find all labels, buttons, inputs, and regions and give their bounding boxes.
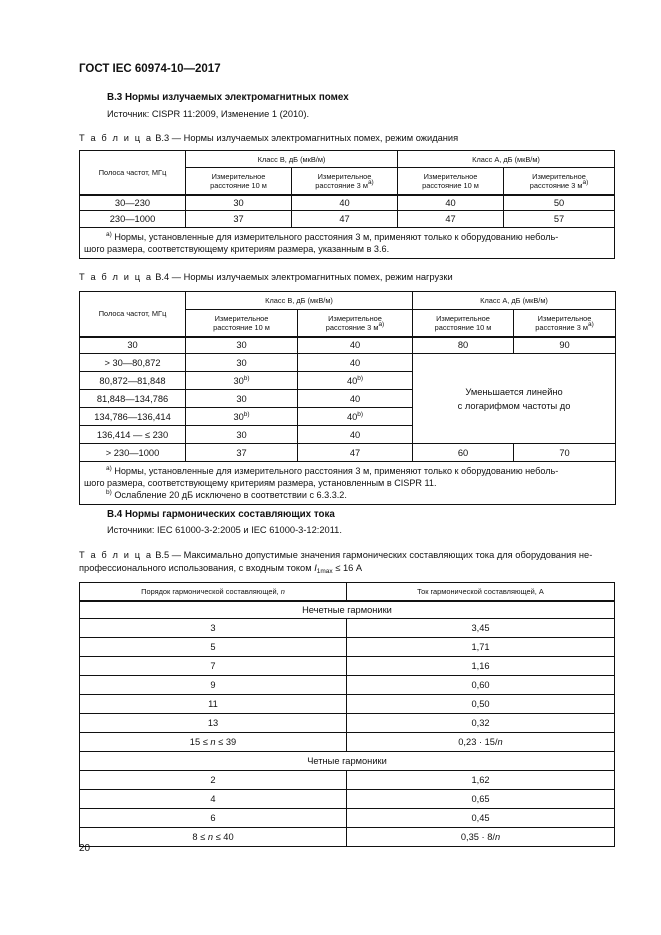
table-b4 <box>79 291 616 505</box>
table-row: 134,786—136,414 30$^{b)}$ 40$^{b)}$ <box>80 408 616 426</box>
table-b5-odd-title: Нечетные гармоники <box>80 601 615 619</box>
table-b5-even-title: Четные гармоники <box>80 752 615 771</box>
table-row: 30 30 40 80 90 <box>80 337 616 354</box>
table-b3-footnote-a: $^{a)}$ Нормы, установленные для измерительного расстояния 3 м, применяют только к оборудованию неболь- шого размера, соответствующему критериям размера, указанным в 3.6. <box>80 228 615 259</box>
table-b5-header-order: Порядок гармонической составляющей, n <box>80 583 347 601</box>
section-b3-heading: B.3 Нормы излучаемых электромагнитных помех <box>107 92 349 103</box>
table-b4-header-band: Полоса частот, МГц <box>80 292 186 337</box>
table-b3 <box>79 150 615 259</box>
table-row: 136,414 — ≤ 230 30 40 <box>80 426 616 444</box>
table-b4-header-class-a: Класс А, дБ (мкВ/м) <box>413 292 616 310</box>
table-b4-header-a-10m: Измерительное расстояние 10 м <box>413 310 514 337</box>
document-header: ГОСТ IEC 60974-10—2017 <box>79 63 221 75</box>
table-b4-caption: Т а б л и ц а B.4 — Нормы излучаемых электромагнитных помех, режим нагрузки <box>79 272 453 282</box>
table-row: 81,848—134,786 30 40 <box>80 390 616 408</box>
table-b3-caption: Т а б л и ц а B.3 — Нормы излучаемых электромагнитных помех, режим ожидания <box>79 133 459 143</box>
table-row: 8 ≤ n ≤ 40 0,35 · 8/n <box>80 828 615 847</box>
table-row: 13 0,32 <box>80 714 615 733</box>
table-b5-header-current: Ток гармонической составляющей, А <box>347 583 615 601</box>
table-b4-header-class-b: Класс В, дБ (мкВ/м) <box>186 292 413 310</box>
section-b4-source: Источники: IEC 61000-3-2:2005 и IEC 61000-3-12:2011. <box>107 525 342 535</box>
table-row: > 230—1000 37 47 60 70 <box>80 444 616 462</box>
table-b3-header-b-3m: Измерительное расстояние 3 $м^{a)}$ <box>292 168 398 195</box>
table-row: 4 0,65 <box>80 790 615 809</box>
table-row: 5 1,71 <box>80 638 615 657</box>
table-row: 3 3,45 <box>80 619 615 638</box>
table-row: 6 0,45 <box>80 809 615 828</box>
table-b3-header-a-3m: Измерительное расстояние 3 $м^{a)}$ <box>504 168 615 195</box>
table-b4-header-a-3m: Измерительное расстояние 3 $м^{a)}$ <box>514 310 616 337</box>
section-b4-heading: B.4 Нормы гармонических составляющих тока <box>107 509 335 520</box>
table-b4-footnotes: $^{a)}$ Нормы, установленные для измерительного расстояния 3 м, применяют только к оборудованию неболь- шого размера, соответствующему критериям размера, установленным в CISPR 11. $^{b)}$ Ослабление 20 дБ исключено в соответствии с 6.3.3.2. <box>80 462 616 505</box>
section-b3-source: Источник: CISPR 11:2009, Изменение 1 (2010). <box>107 109 310 119</box>
table-row: 11 0,50 <box>80 695 615 714</box>
table-row: 230—1000 37 47 47 57 <box>80 211 615 228</box>
table-row: 7 1,16 <box>80 657 615 676</box>
table-b4-header-b-10m: Измерительное расстояние 10 м <box>186 310 298 337</box>
table-b4-merged-note: Уменьшается линейно с логарифмом частоты до <box>413 354 616 444</box>
table-b4-header-b-3m: Измерительное расстояние 3 $м^{a)}$ <box>298 310 413 337</box>
table-b3-header-b-10m: Измерительное расстояние 10 м <box>186 168 292 195</box>
table-b5-caption: Т а б л и ц а B.5 — Максимально допустимые значения гармонических составляющих тока для оборудования не- профессионального использования, с входным током $I_{1max} \le 16$ А <box>79 550 593 575</box>
table-row: 30—230 30 40 40 50 <box>80 195 615 211</box>
table-row: 15 ≤ n ≤ 39 0,23 · 15/n <box>80 733 615 752</box>
table-b3-header-class-a: Класс А, дБ (мкВ/м) <box>398 151 615 168</box>
table-b3-header-a-10m: Измерительное расстояние 10 м <box>398 168 504 195</box>
table-b3-header-class-b: Класс В, дБ (мкВ/м) <box>186 151 398 168</box>
table-row: > 30—80,872 30 40 Уменьшается линейно с логарифмом частоты до <box>80 354 616 372</box>
table-row: 9 0,60 <box>80 676 615 695</box>
table-b5 <box>79 582 615 847</box>
page-number: 20 <box>79 843 91 854</box>
table-row: 2 1,62 <box>80 771 615 790</box>
table-b3-header-band: Полоса частот, МГц <box>80 151 186 195</box>
table-row: 80,872—81,848 30$^{b)}$ 40$^{b)}$ <box>80 372 616 390</box>
